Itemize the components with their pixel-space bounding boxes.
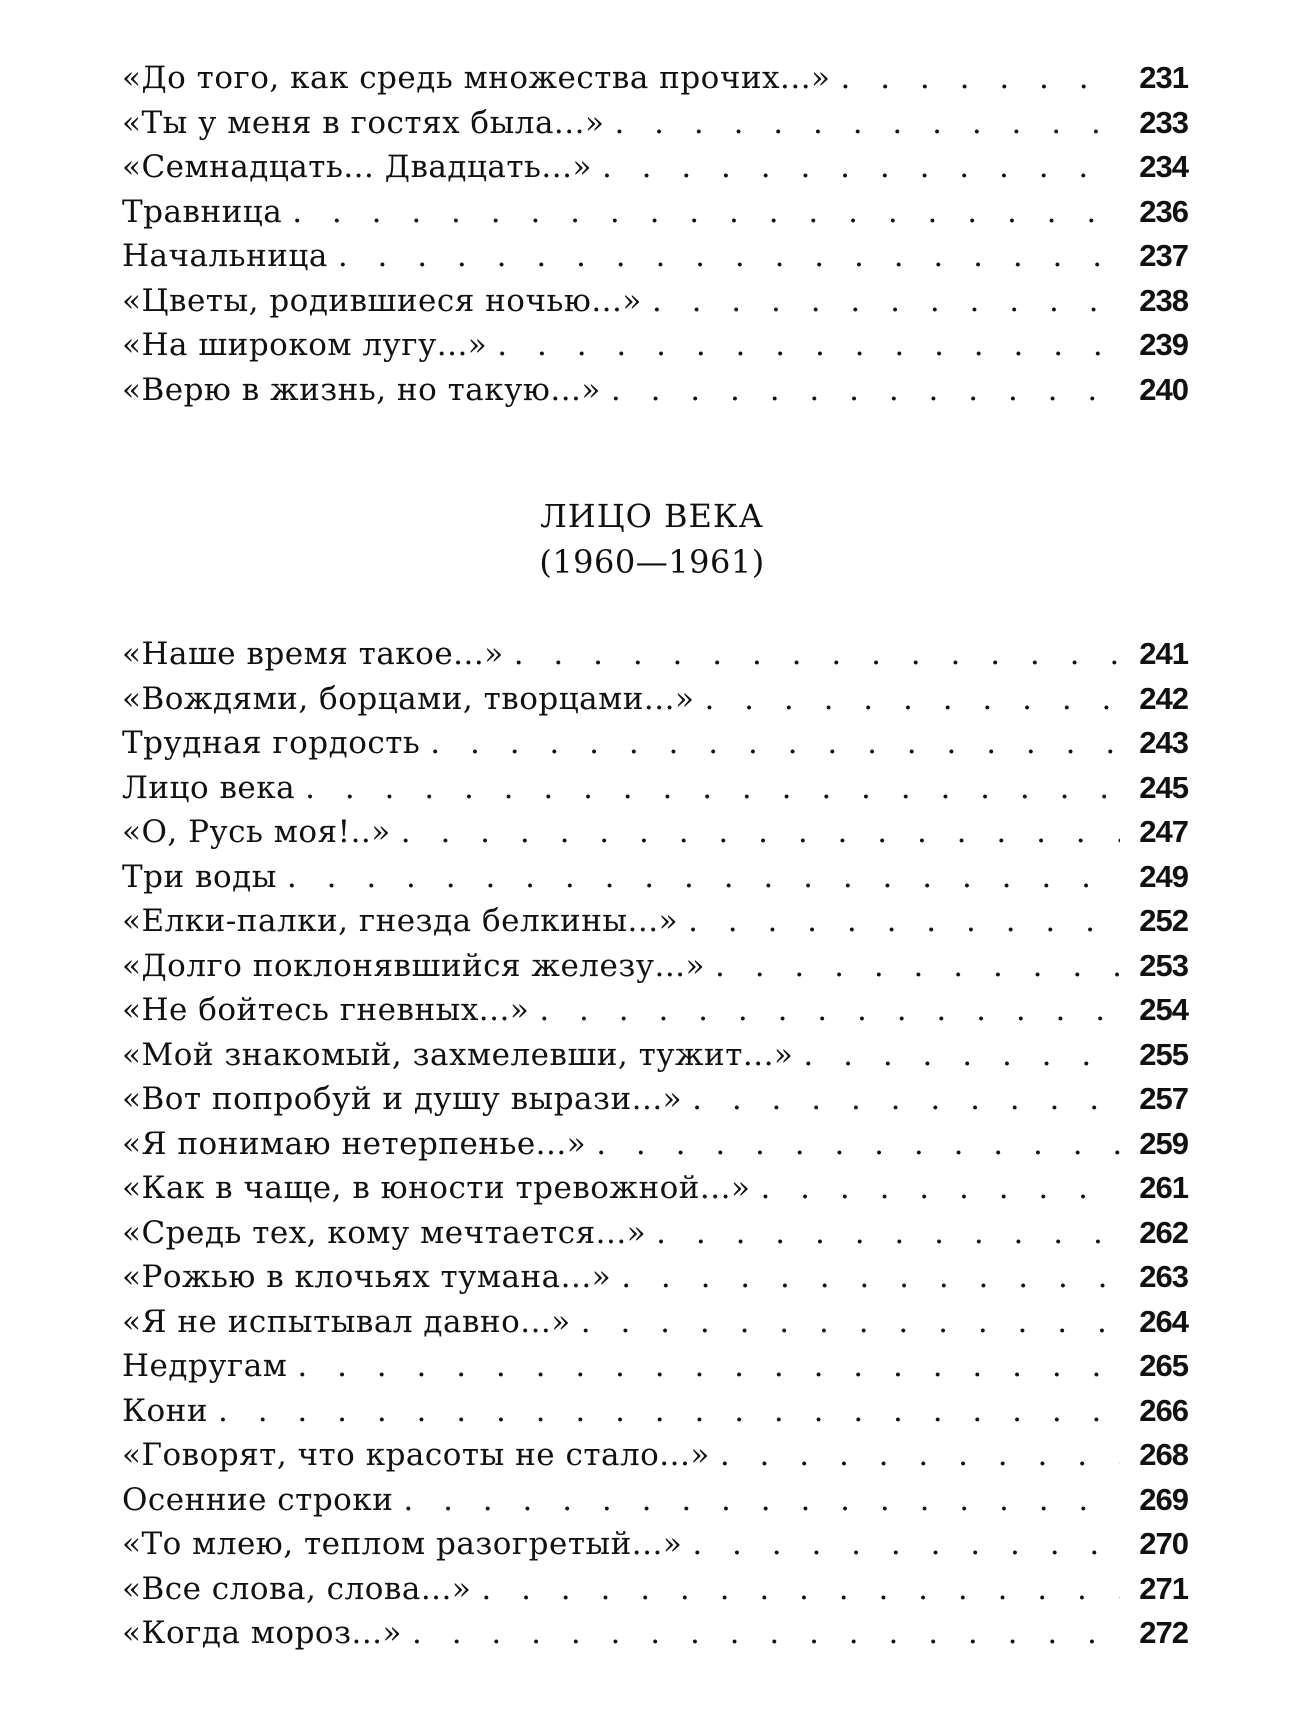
entry-title: «Я понимаю нетерпенье...» bbox=[122, 1125, 587, 1162]
entry-title: Трудная гордость bbox=[122, 725, 421, 761]
entry-page-number: 270 bbox=[1139, 1526, 1188, 1561]
entry-page-number: 242 bbox=[1139, 680, 1188, 716]
dot-leader bbox=[656, 1211, 1120, 1256]
dot-leader bbox=[803, 1033, 1120, 1078]
entry-page-number: 254 bbox=[1139, 992, 1188, 1027]
entry-title: «Вождями, борцами, творцами...» bbox=[122, 680, 695, 717]
entry-title: «Семнадцать... Двадцать...» bbox=[122, 149, 592, 185]
dot-leader bbox=[602, 145, 1120, 190]
toc-entry bbox=[122, 632, 1188, 677]
entry-title: Кони bbox=[122, 1392, 208, 1429]
entry-page-number: 238 bbox=[1139, 282, 1188, 318]
dot-leader bbox=[403, 1478, 1120, 1523]
entry-title: «Говорят, что красоты не стало...» bbox=[122, 1437, 710, 1473]
dot-leader bbox=[287, 855, 1120, 900]
dot-leader bbox=[704, 677, 1120, 722]
toc-entry bbox=[122, 944, 1188, 989]
toc-entry bbox=[122, 1567, 1188, 1612]
dot-leader bbox=[720, 1433, 1120, 1478]
dot-leader bbox=[841, 56, 1120, 101]
dot-leader bbox=[401, 810, 1120, 855]
entry-title: «Не бойтесь гневных...» bbox=[122, 992, 530, 1028]
toc-entry bbox=[122, 1478, 1188, 1523]
dot-leader bbox=[621, 1255, 1120, 1300]
entry-page-number: 257 bbox=[1139, 1081, 1188, 1116]
entry-page-number: 268 bbox=[1139, 1437, 1188, 1472]
dot-leader bbox=[611, 368, 1120, 413]
dot-leader bbox=[514, 632, 1120, 677]
dot-leader bbox=[497, 323, 1120, 368]
dot-leader bbox=[692, 1077, 1120, 1122]
entry-title: Осенние строки bbox=[122, 1481, 394, 1518]
entry-title: «Верю в жизнь, но такую...» bbox=[122, 371, 601, 408]
toc-entry bbox=[122, 1611, 1188, 1656]
entry-title: «Елки-палки, гнезда белкины...» bbox=[122, 903, 679, 939]
toc-entry bbox=[122, 855, 1188, 900]
dot-leader bbox=[292, 190, 1120, 235]
dot-leader bbox=[539, 988, 1120, 1033]
toc-entry bbox=[122, 1211, 1188, 1256]
toc-entry bbox=[122, 1166, 1188, 1211]
toc-entry bbox=[122, 1122, 1188, 1167]
dot-leader bbox=[760, 1166, 1120, 1211]
toc-entry bbox=[122, 1300, 1188, 1345]
entry-title: Начальница bbox=[122, 238, 328, 274]
entry-title: «Я не испытывал давно...» bbox=[122, 1303, 571, 1340]
dot-leader bbox=[412, 1611, 1120, 1656]
entry-page-number: 234 bbox=[1139, 149, 1188, 184]
entry-title: «То млею, теплом разогретый...» bbox=[122, 1526, 683, 1562]
toc-entry bbox=[122, 368, 1188, 413]
dot-leader bbox=[596, 1122, 1120, 1167]
toc-entry bbox=[122, 1433, 1188, 1478]
entry-page-number: 243 bbox=[1139, 725, 1188, 760]
entry-title: «Средь тех, кому мечтается...» bbox=[122, 1214, 647, 1251]
toc-entry bbox=[122, 1389, 1188, 1434]
toc-entry bbox=[122, 1344, 1188, 1389]
entry-page-number: 266 bbox=[1139, 1392, 1188, 1428]
entry-page-number: 255 bbox=[1139, 1036, 1188, 1072]
dot-leader bbox=[338, 234, 1120, 279]
entry-page-number: 265 bbox=[1139, 1348, 1188, 1383]
entry-page-number: 241 bbox=[1139, 636, 1188, 671]
entry-title: «Как в чаще, в юности тревожной...» bbox=[122, 1170, 751, 1206]
entry-title: «Рожью в клочьях тумана...» bbox=[122, 1259, 612, 1295]
entry-title: «Мой знакомый, захмелевши, тужит...» bbox=[122, 1036, 794, 1073]
entry-title: «До того, как средь множества прочих...» bbox=[122, 60, 831, 96]
dot-leader bbox=[652, 279, 1120, 324]
entry-title: «Долго поклонявшийся железу...» bbox=[122, 947, 706, 984]
entry-title: «Наше время такое...» bbox=[122, 636, 504, 672]
entry-title: «Цветы, родившиеся ночью...» bbox=[122, 282, 642, 319]
toc-entry bbox=[122, 899, 1188, 944]
toc-entry bbox=[122, 323, 1188, 368]
toc-entry bbox=[122, 190, 1188, 235]
entry-title: Недругам bbox=[122, 1348, 288, 1384]
entry-page-number: 231 bbox=[1139, 60, 1188, 95]
entry-title: «На широком лугу...» bbox=[122, 327, 488, 363]
entry-page-number: 240 bbox=[1139, 371, 1188, 407]
entry-page-number: 249 bbox=[1139, 858, 1188, 894]
toc-entry bbox=[122, 810, 1188, 855]
entry-page-number: 252 bbox=[1139, 903, 1188, 938]
entry-title: Три воды bbox=[122, 858, 277, 895]
entry-page-number: 263 bbox=[1139, 1259, 1188, 1294]
toc-list-bottom bbox=[122, 632, 1188, 1656]
entry-page-number: 271 bbox=[1139, 1570, 1188, 1606]
entry-title: «Ты у меня в гостях была...» bbox=[122, 104, 605, 141]
entry-page-number: 259 bbox=[1139, 1125, 1188, 1161]
toc-list-top bbox=[122, 56, 1188, 412]
entry-page-number: 237 bbox=[1139, 238, 1188, 273]
toc-entry bbox=[122, 279, 1188, 324]
entry-page-number: 245 bbox=[1139, 769, 1188, 805]
toc-entry bbox=[122, 145, 1188, 190]
entry-title: Травница bbox=[122, 193, 283, 230]
entry-page-number: 262 bbox=[1139, 1214, 1188, 1250]
entry-page-number: 239 bbox=[1139, 327, 1188, 362]
toc-entry bbox=[122, 1522, 1188, 1567]
entry-page-number: 261 bbox=[1139, 1170, 1188, 1205]
dot-leader bbox=[581, 1300, 1120, 1345]
toc-entry bbox=[122, 234, 1188, 279]
dot-leader bbox=[218, 1389, 1120, 1434]
entry-title: «Вот попробуй и душу вырази...» bbox=[122, 1081, 683, 1117]
entry-title: «Когда мороз...» bbox=[122, 1615, 403, 1651]
dot-leader bbox=[692, 1522, 1120, 1567]
entry-page-number: 264 bbox=[1139, 1303, 1188, 1339]
toc-entry bbox=[122, 1033, 1188, 1078]
toc-entry bbox=[122, 988, 1188, 1033]
dot-leader bbox=[481, 1567, 1120, 1612]
entry-title: «О, Русь моя!..» bbox=[122, 814, 391, 850]
toc-entry bbox=[122, 1077, 1188, 1122]
entry-title: Лицо века bbox=[122, 769, 296, 806]
dot-leader bbox=[430, 721, 1120, 766]
dot-leader bbox=[297, 1344, 1120, 1389]
dot-leader bbox=[715, 944, 1120, 989]
entry-page-number: 253 bbox=[1139, 947, 1188, 983]
entry-title: «Все слова, слова...» bbox=[122, 1570, 472, 1607]
toc-entry bbox=[122, 56, 1188, 101]
dot-leader bbox=[305, 766, 1120, 811]
dot-leader bbox=[688, 899, 1120, 944]
section-heading: ЛИЦО ВЕКА bbox=[540, 497, 764, 535]
toc-entry bbox=[122, 1255, 1188, 1300]
toc-entry bbox=[122, 677, 1188, 722]
toc-entry bbox=[122, 766, 1188, 811]
entry-page-number: 236 bbox=[1139, 193, 1188, 229]
entry-page-number: 247 bbox=[1139, 814, 1188, 849]
entry-page-number: 233 bbox=[1139, 104, 1188, 140]
section-years: (1960—1961) bbox=[539, 543, 765, 581]
toc-entry bbox=[122, 721, 1188, 766]
entry-page-number: 269 bbox=[1139, 1481, 1188, 1517]
dot-leader bbox=[614, 101, 1120, 146]
entry-page-number: 272 bbox=[1139, 1615, 1188, 1650]
toc-entry bbox=[122, 101, 1188, 146]
